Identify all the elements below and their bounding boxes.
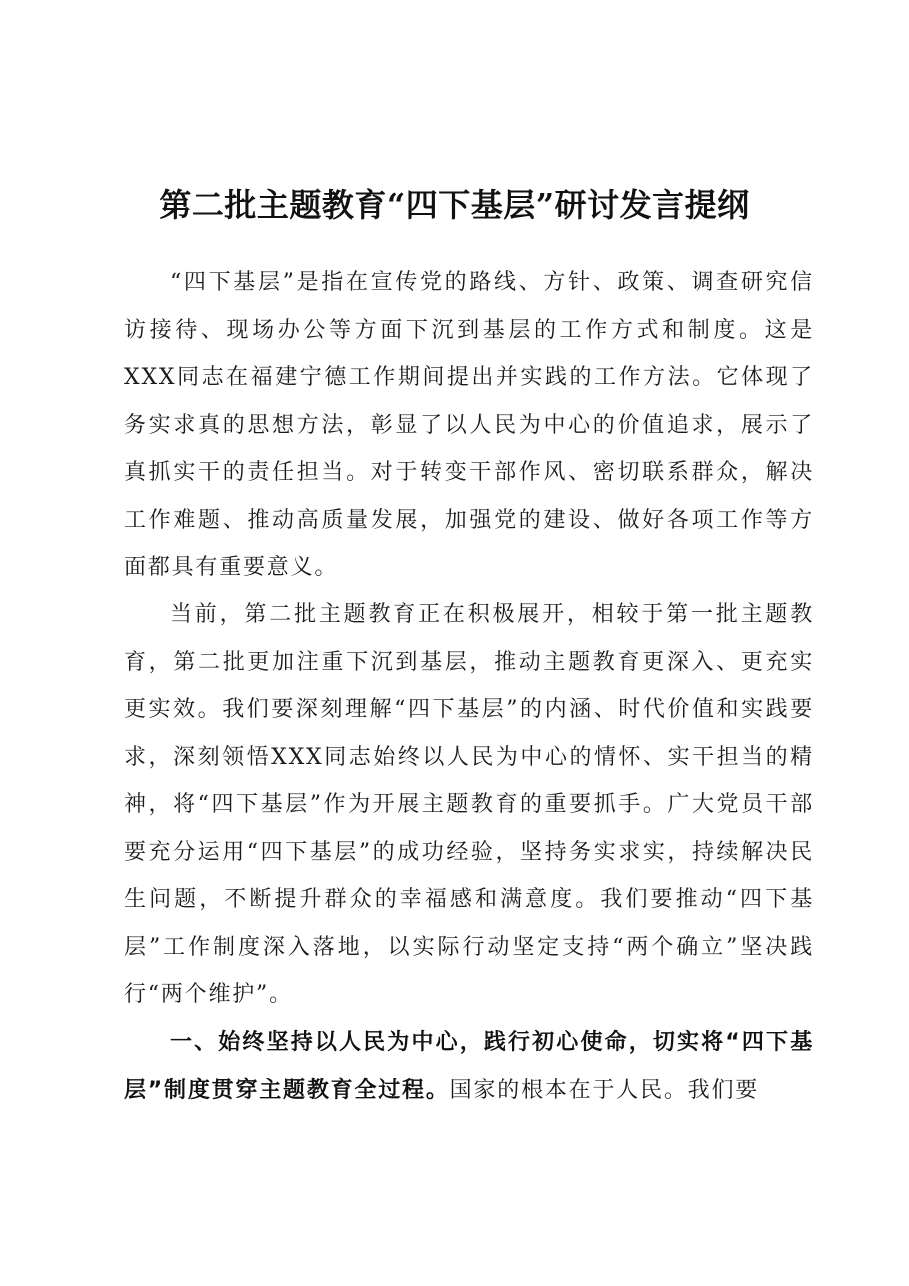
section-paragraph [124, 1019, 814, 1114]
body-paragraph: “四下基层”是指在宣传党的路线、方针、政策、调查研究信访接待、现场办公等方面下沉到基层的工作方式和制度。这是XXX同志在福建宁德工作期间提出并实践的工作方法。它体现了务实求真的思想方法，彰显了以人民为中心的价值追求，展示了真抓实干的责任担当。对于转变干部作风、密切联系群众，解决工作难题、推动高质量发展，加强党的建设、做好各项工作等方面都具有重要意义。 [124, 270, 814, 580]
section-1-paragraph [124, 1019, 814, 1114]
paragraph-block [124, 259, 814, 592]
document-title: 第二批主题教育“四下基层”研讨发言提纲 [159, 186, 750, 224]
section-1-heading: 一、始终坚持以人民为中心，践行初心使命，切实将“四下基层”制度贯穿主题教育全过程。 [124, 1030, 814, 1103]
section-1-text: 国家的根本在于人民。我们要 [449, 1077, 760, 1103]
paragraph-block [124, 591, 814, 1019]
body-paragraph: 当前，第二批主题教育正在积极展开，相较于第一批主题教育，第二批更加注重下沉到基层，推动主题教育更深入、更充实更实效。我们要深刻理解“四下基层”的内涵、时代价值和实践要求，深刻领悟XXX同志始终以人民为中心的情怀、实干担当的精神，将“四下基层”作为开展主题教育的重要抓手。广大党员干部要充分运用“四下基层”的成功经验，坚持务实求实，持续解决民生问题，不断提升群众的幸福感和满意度。我们要推动“四下基层”工作制度深入落地，以实际行动坚定支持“两个确立”坚决践行“两个维护”。 [124, 602, 814, 1007]
